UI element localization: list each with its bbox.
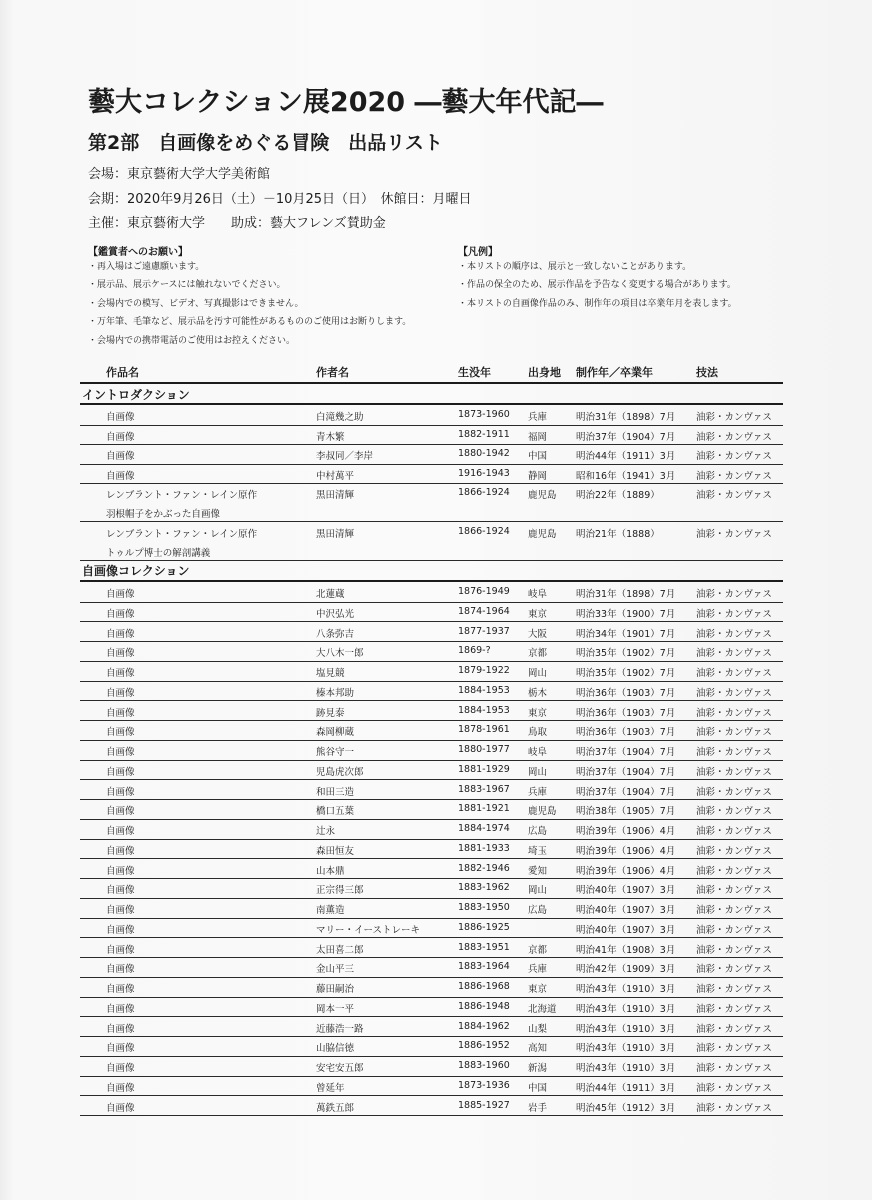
table-row <box>0 997 872 1017</box>
life-years-cell: 1884-1953 <box>458 684 510 696</box>
technique-cell: 油彩・カンヴァス <box>696 589 772 600</box>
life-years-cell: 1874-1964 <box>458 605 510 617</box>
birthplace-cell: 埼玉 <box>528 845 548 857</box>
birthplace-cell: 岩手 <box>528 1102 548 1114</box>
table-row <box>0 878 872 898</box>
artwork-title-cell: 自画像 <box>106 845 135 857</box>
technique-cell: 油彩・カンヴァス <box>696 826 772 837</box>
artwork-title-cell: 自画像 <box>106 766 135 778</box>
date-cell: 明治39年（1906）4月 <box>576 826 676 837</box>
visitor-request-item: ・万年筆、毛筆など、展示品を汚す可能性があるもののご使用はお断りします。 <box>88 317 412 328</box>
date-cell: 明治35年（1902）7月 <box>576 668 676 679</box>
legend-heading: 【凡例】 <box>458 247 498 258</box>
table-row <box>0 918 872 938</box>
technique-cell: 油彩・カンヴァス <box>696 628 772 640</box>
life-years-cell: 1885-1927 <box>458 1099 510 1111</box>
technique-cell: 油彩・カンヴァス <box>696 905 772 916</box>
table-row <box>0 444 872 464</box>
table-row <box>0 799 872 819</box>
artwork-title-cell: 自画像 <box>106 687 135 699</box>
artwork-title-cell: 自画像 <box>106 608 135 620</box>
technique-cell: 油彩・カンヴァス <box>696 707 772 719</box>
life-years-cell: 1886-1952 <box>458 1040 510 1052</box>
artwork-title-cell: 自画像 <box>106 944 135 956</box>
birthplace-cell: 京都 <box>528 648 548 660</box>
date-cell: 明治21年（1888） <box>576 529 660 541</box>
table-row <box>0 859 872 879</box>
table-row <box>0 522 872 560</box>
date-cell: 明治44年（1911）3月 <box>576 451 676 463</box>
technique-cell: 油彩・カンヴァス <box>696 490 772 502</box>
date-cell: 明治37年（1904）7月 <box>576 431 676 443</box>
artwork-title-cell: レンブラント・ファン・レイン原作 <box>106 529 258 541</box>
artwork-title-cell: 自画像 <box>106 826 135 837</box>
artist-cell: 北蓮蔵 <box>316 589 345 600</box>
artist-cell: 森田恒友 <box>316 845 355 857</box>
artwork-subtitle-cell: トゥルプ博士の解剖講義 <box>106 548 211 560</box>
technique-cell: 油彩・カンヴァス <box>696 1102 772 1114</box>
technique-cell: 油彩・カンヴァス <box>696 529 772 541</box>
artist-cell: 和田三造 <box>316 786 355 798</box>
life-years-cell: 1883-1960 <box>458 1060 510 1071</box>
artist-cell: 青木繁 <box>316 431 345 443</box>
artist-cell: 山本鼎 <box>316 865 345 877</box>
date-cell: 明治35年（1902）7月 <box>576 648 676 660</box>
column-header-years: 生没年 <box>458 366 491 379</box>
page-subtitle: 第2部 自画像をめぐる冒険 出品リスト <box>88 132 443 154</box>
artist-cell: 金山平三 <box>316 964 355 976</box>
visitor-request-item: ・再入場はご遠慮願います。 <box>88 262 205 272</box>
technique-cell: 油彩・カンヴァス <box>696 766 772 778</box>
section-title-intro: イントロダクション <box>82 388 190 402</box>
artwork-title-cell: 自画像 <box>106 628 135 640</box>
artist-cell: 橋口五葉 <box>316 806 355 818</box>
life-years-cell: 1886-1948 <box>458 1000 510 1012</box>
technique-cell: 油彩・カンヴァス <box>696 984 772 995</box>
technique-cell: 油彩・カンヴァス <box>696 747 772 758</box>
life-years-cell: 1884-1953 <box>458 704 510 716</box>
artwork-title-cell: 自画像 <box>106 905 135 916</box>
date-cell: 明治41年（1908）3月 <box>576 944 676 956</box>
life-years-cell: 1866-1924 <box>458 526 510 538</box>
artwork-title-cell: 自画像 <box>106 786 135 798</box>
life-years-cell: 1881-1929 <box>458 763 510 775</box>
technique-cell: 油彩・カンヴァス <box>696 786 772 798</box>
artwork-title-cell: 自画像 <box>106 589 135 600</box>
date-cell: 明治43年（1910）3月 <box>576 1003 676 1015</box>
table-row <box>0 483 872 521</box>
birthplace-cell: 岡山 <box>528 766 548 778</box>
table-header <box>0 361 872 381</box>
technique-cell: 油彩・カンヴァス <box>696 431 772 443</box>
date-cell: 明治22年（1889） <box>576 490 660 502</box>
life-years-cell: 1878-1961 <box>458 724 510 736</box>
date-cell: 明治39年（1906）4月 <box>576 865 676 877</box>
technique-cell: 油彩・カンヴァス <box>696 1063 772 1074</box>
artist-cell: 曾延年 <box>316 1082 345 1094</box>
life-years-cell: 1883-1962 <box>458 882 510 894</box>
table-row <box>0 1056 872 1076</box>
technique-cell: 油彩・カンヴァス <box>696 470 772 482</box>
birthplace-cell: 岡山 <box>528 668 548 679</box>
life-years-cell: 1882-1946 <box>458 862 510 874</box>
artwork-title-cell: 自画像 <box>106 747 135 758</box>
life-years-cell: 1883-1967 <box>458 783 510 795</box>
legend-item: ・作品の保全のため、展示作品を予告なく変更する場合があります。 <box>458 280 736 291</box>
date-cell: 明治43年（1910）3月 <box>576 1043 676 1055</box>
artist-cell: 正宗得三郎 <box>316 885 364 897</box>
artist-cell: 大八木一郎 <box>316 648 364 660</box>
birthplace-cell: 鹿児島 <box>528 529 557 541</box>
technique-cell: 油彩・カンヴァス <box>696 806 772 818</box>
date-cell: 明治44年（1911）3月 <box>576 1082 676 1094</box>
birthplace-cell: 京都 <box>528 944 548 956</box>
technique-cell: 油彩・カンヴァス <box>696 964 772 976</box>
visitor-request-item: ・会場内での携帯電話のご使用はお控えください。 <box>88 335 296 346</box>
birthplace-cell: 東京 <box>528 608 548 620</box>
artwork-title-cell: 自画像 <box>106 1102 135 1114</box>
artist-cell: 山脇信徳 <box>316 1043 355 1055</box>
technique-cell: 油彩・カンヴァス <box>696 1023 772 1035</box>
birthplace-cell: 愛知 <box>528 865 548 877</box>
date-cell: 明治40年（1907）3月 <box>576 885 676 897</box>
birthplace-cell: 高知 <box>528 1043 548 1055</box>
birthplace-cell: 兵庫 <box>528 412 548 423</box>
technique-cell: 油彩・カンヴァス <box>696 687 772 699</box>
birthplace-cell: 北海道 <box>528 1003 557 1015</box>
table-row <box>0 1096 872 1116</box>
technique-cell: 油彩・カンヴァス <box>696 924 772 936</box>
birthplace-cell: 広島 <box>528 905 548 916</box>
legend-list <box>458 258 737 313</box>
life-years-cell: 1881-1921 <box>458 803 510 815</box>
technique-cell: 油彩・カンヴァス <box>696 608 772 620</box>
artist-cell: 白滝幾之助 <box>316 412 364 423</box>
birthplace-cell: 鹿児島 <box>528 490 557 502</box>
row-divider <box>80 1115 783 1116</box>
table-row <box>0 681 872 701</box>
technique-cell: 油彩・カンヴァス <box>696 727 772 739</box>
legend-item: ・本リストの順序は、展示と一致しないことがあります。 <box>458 262 692 272</box>
life-years-cell: 1884-1962 <box>458 1020 510 1032</box>
table-row <box>0 641 872 661</box>
life-years-cell: 1866-1924 <box>458 487 510 499</box>
date-cell: 明治45年（1912）3月 <box>576 1102 676 1114</box>
date-cell: 明治37年（1904）7月 <box>576 786 676 798</box>
technique-cell: 油彩・カンヴァス <box>696 1043 772 1055</box>
artwork-title-cell: 自画像 <box>106 412 135 423</box>
visitor-requests-list <box>88 258 411 350</box>
date-cell: 明治40年（1907）3月 <box>576 905 676 916</box>
artist-cell: 榛本邦助 <box>316 687 355 699</box>
birthplace-cell: 岡山 <box>528 885 548 897</box>
artwork-title-cell: 自画像 <box>106 1023 135 1035</box>
table-row <box>0 1017 872 1037</box>
birthplace-cell: 栃木 <box>528 687 548 699</box>
artist-cell: 児島虎次郎 <box>316 766 364 778</box>
legend-item: ・本リストの自画像作品のみ、制作年の項目は卒業年月を表します。 <box>458 298 737 309</box>
artwork-title-cell: 自画像 <box>106 1043 135 1055</box>
life-years-cell: 1886-1925 <box>458 921 510 933</box>
artwork-title-cell: 自画像 <box>106 668 135 679</box>
life-years-cell: 1876-1949 <box>458 586 510 597</box>
table-row <box>0 760 872 780</box>
table-row <box>0 582 872 602</box>
table-row <box>0 839 872 859</box>
life-years-cell: 1883-1950 <box>458 902 510 913</box>
date-cell: 明治31年（1898）7月 <box>576 589 676 600</box>
artwork-title-cell: 自画像 <box>106 885 135 897</box>
table-row <box>0 602 872 622</box>
life-years-cell: 1916-1943 <box>458 467 510 479</box>
birthplace-cell: 静岡 <box>528 470 548 482</box>
birthplace-cell: 大阪 <box>528 628 548 640</box>
date-cell: 明治42年（1909）3月 <box>576 964 676 976</box>
artist-cell: 黒田清輝 <box>316 490 355 502</box>
artist-cell: 辻永 <box>316 826 336 837</box>
artist-cell: 熊谷守一 <box>316 747 355 758</box>
birthplace-cell: 福岡 <box>528 431 548 443</box>
artist-cell: 岡本一平 <box>316 1003 355 1015</box>
technique-cell: 油彩・カンヴァス <box>696 451 772 463</box>
artwork-title-cell: 自画像 <box>106 707 135 719</box>
technique-cell: 油彩・カンヴァス <box>696 845 772 857</box>
table-row <box>0 661 872 681</box>
birthplace-cell: 岐阜 <box>528 747 548 758</box>
birthplace-cell: 兵庫 <box>528 964 548 976</box>
birthplace-cell: 中国 <box>528 451 548 463</box>
date-cell: 明治34年（1901）7月 <box>576 628 676 640</box>
life-years-cell: 1879-1922 <box>458 665 510 676</box>
artwork-title-cell: 自画像 <box>106 984 135 995</box>
artwork-title-cell: 自画像 <box>106 431 135 443</box>
table-row <box>0 1036 872 1056</box>
column-header-birthplace: 出身地 <box>528 366 561 379</box>
artwork-title-cell: 自画像 <box>106 1003 135 1015</box>
technique-cell: 油彩・カンヴァス <box>696 412 772 423</box>
birthplace-cell: 中国 <box>528 1082 548 1094</box>
life-years-cell: 1882-1911 <box>458 428 510 440</box>
visitor-request-item: ・展示品、展示ケースには触れないでください。 <box>88 280 286 291</box>
table-row <box>0 819 872 839</box>
visitor-requests-heading: 【鑑賞者へのお願い】 <box>88 247 188 258</box>
birthplace-cell: 新潟 <box>528 1063 548 1074</box>
artist-cell: 萬鉄五郎 <box>316 1102 355 1114</box>
life-years-cell: 1880-1977 <box>458 744 510 755</box>
artwork-subtitle-cell: 羽根帽子をかぶった自画像 <box>106 509 221 521</box>
artist-cell: 塩見競 <box>316 668 345 679</box>
life-years-cell: 1883-1964 <box>458 961 510 973</box>
table-row <box>0 464 872 484</box>
birthplace-cell: 広島 <box>528 826 548 837</box>
artwork-title-cell: 自画像 <box>106 470 135 482</box>
table-row <box>0 740 872 760</box>
column-header-artist: 作者名 <box>316 366 349 379</box>
column-header-date: 制作年／卒業年 <box>576 366 653 379</box>
date-cell: 明治37年（1904）7月 <box>576 766 676 778</box>
artwork-title-cell: 自画像 <box>106 727 135 739</box>
artwork-title-cell: 自画像 <box>106 924 135 936</box>
artwork-title-cell: 自画像 <box>106 1082 135 1094</box>
artist-cell: 中村萬平 <box>316 470 355 482</box>
column-header-technique: 技法 <box>696 366 718 379</box>
column-header-title: 作品名 <box>106 366 139 379</box>
section-title-collection: 自画像コレクション <box>82 564 190 578</box>
artwork-title-cell: レンブラント・ファン・レイン原作 <box>106 490 258 502</box>
birthplace-cell: 東京 <box>528 984 548 995</box>
life-years-cell: 1883-1951 <box>458 941 510 953</box>
table-header-rule <box>80 382 783 384</box>
artist-cell: 藤田嗣治 <box>316 984 355 995</box>
date-cell: 明治43年（1910）3月 <box>576 984 676 995</box>
artist-cell: マリー・イーストレーキ <box>316 924 421 936</box>
artist-cell: 跡見泰 <box>316 707 345 719</box>
artwork-title-cell: 自画像 <box>106 865 135 877</box>
artist-cell: 黒田清輝 <box>316 529 355 541</box>
life-years-cell: 1873-1960 <box>458 409 510 420</box>
life-years-cell: 1877-1937 <box>458 625 510 637</box>
life-years-cell: 1873-1936 <box>458 1079 510 1091</box>
table-row <box>0 622 872 642</box>
table-row <box>0 938 872 958</box>
birthplace-cell: 鹿児島 <box>528 806 557 818</box>
period-line: 会期：2020年9月26日（土）－10月25日（日） 休館日：月曜日 <box>88 192 472 207</box>
artist-cell: 近藤浩一路 <box>316 1023 364 1035</box>
table-row <box>0 1076 872 1096</box>
table-row <box>0 701 872 721</box>
table-row <box>0 977 872 997</box>
date-cell: 明治43年（1910）3月 <box>576 1063 676 1074</box>
artwork-title-cell: 自画像 <box>106 451 135 463</box>
page-title: 藝大コレクション展2020 ―藝大年代記― <box>88 87 604 118</box>
technique-cell: 油彩・カンヴァス <box>696 944 772 956</box>
date-cell: 明治36年（1903）7月 <box>576 707 676 719</box>
date-cell: 明治36年（1903）7月 <box>576 727 676 739</box>
artwork-title-cell: 自画像 <box>106 964 135 976</box>
artist-cell: 李叔同／李岸 <box>316 451 374 463</box>
visitor-request-item: ・会場内での模写、ビデオ、写真撮影はできません。 <box>88 298 304 309</box>
table-row <box>0 720 872 740</box>
birthplace-cell: 鳥取 <box>528 727 548 739</box>
technique-cell: 油彩・カンヴァス <box>696 865 772 877</box>
artwork-title-cell: 自画像 <box>106 648 135 660</box>
technique-cell: 油彩・カンヴァス <box>696 1082 772 1094</box>
life-years-cell: 1869-? <box>458 645 491 657</box>
table-row <box>0 425 872 445</box>
table-row <box>0 780 872 800</box>
birthplace-cell: 山梨 <box>528 1023 548 1035</box>
venue-line: 会場：東京藝術大学大学美術館 <box>88 167 271 182</box>
date-cell: 明治43年（1910）3月 <box>576 1023 676 1035</box>
technique-cell: 油彩・カンヴァス <box>696 885 772 897</box>
artwork-title-cell: 自画像 <box>106 806 135 818</box>
artist-cell: 森岡柳蔵 <box>316 727 355 739</box>
date-cell: 明治38年（1905）7月 <box>576 806 676 818</box>
artwork-title-cell: 自画像 <box>106 1063 135 1074</box>
date-cell: 明治40年（1907）3月 <box>576 924 676 936</box>
table-row <box>0 898 872 918</box>
date-cell: 明治36年（1903）7月 <box>576 687 676 699</box>
table-row <box>0 405 872 425</box>
technique-cell: 油彩・カンヴァス <box>696 668 772 679</box>
life-years-cell: 1884-1974 <box>458 823 510 834</box>
technique-cell: 油彩・カンヴァス <box>696 648 772 660</box>
organizer-line: 主催：東京藝術大学 助成：藝大フレンズ賛助金 <box>88 216 386 231</box>
date-cell: 明治33年（1900）7月 <box>576 608 676 620</box>
date-cell: 明治31年（1898）7月 <box>576 412 676 423</box>
date-cell: 昭和16年（1941）3月 <box>576 470 676 482</box>
life-years-cell: 1881-1933 <box>458 842 510 854</box>
date-cell: 明治37年（1904）7月 <box>576 747 676 758</box>
artist-cell: 太田喜二郎 <box>316 944 364 956</box>
table-row <box>0 957 872 977</box>
artist-cell: 安宅安五郎 <box>316 1063 364 1074</box>
artist-cell: 八条弥吉 <box>316 628 355 640</box>
life-years-cell: 1886-1968 <box>458 981 510 992</box>
artist-cell: 中沢弘光 <box>316 608 355 620</box>
life-years-cell: 1880-1942 <box>458 448 510 460</box>
birthplace-cell: 東京 <box>528 707 548 719</box>
date-cell: 明治39年（1906）4月 <box>576 845 676 857</box>
birthplace-cell: 岐阜 <box>528 589 548 600</box>
birthplace-cell: 兵庫 <box>528 786 548 798</box>
technique-cell: 油彩・カンヴァス <box>696 1003 772 1015</box>
artist-cell: 南薫造 <box>316 905 345 916</box>
